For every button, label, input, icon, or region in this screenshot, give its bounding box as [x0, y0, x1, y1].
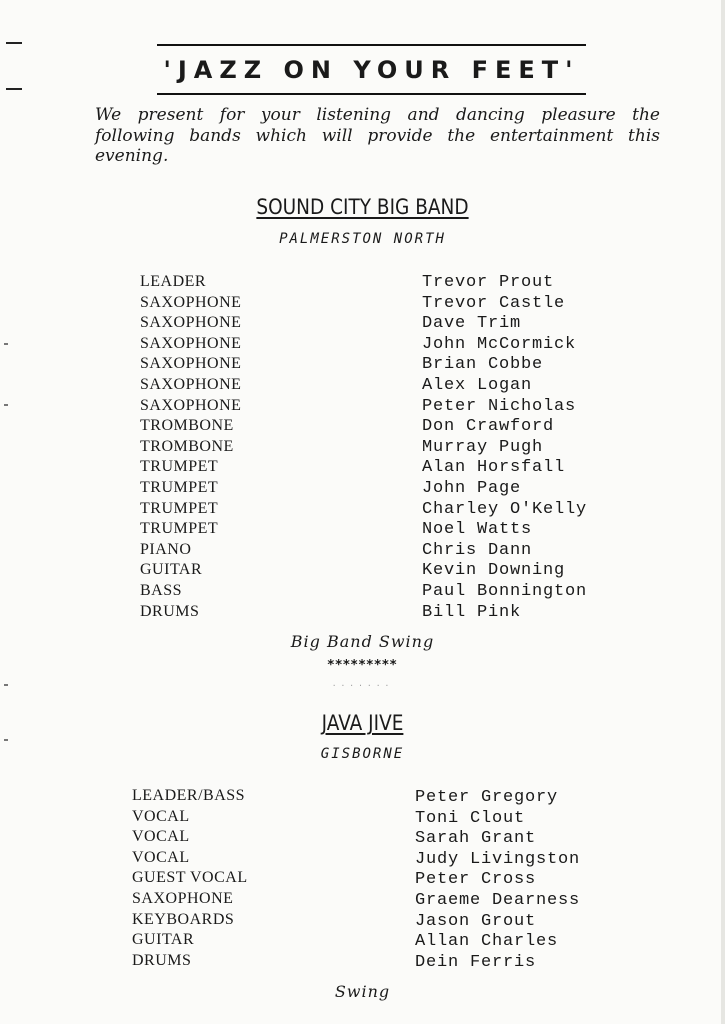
- member-name: Alex Logan: [422, 375, 533, 395]
- punch-mark: [4, 343, 8, 345]
- title-rule-bottom: [157, 93, 586, 95]
- member-name: Dave Trim: [422, 314, 522, 334]
- punch-mark: [4, 404, 8, 406]
- member-name: Sarah Grant: [415, 829, 537, 849]
- band-location: PALMERSTON NORTH: [279, 231, 446, 247]
- band-name: SOUND CITY BIG BAND: [256, 195, 469, 219]
- instrument-label: TROMBONE: [140, 437, 234, 455]
- instrument-label: DRUMS: [140, 602, 200, 620]
- instrument-label: VOCAL: [132, 828, 190, 846]
- instrument-label: LEADER: [140, 273, 207, 290]
- instrument-label: TRUMPET: [140, 458, 219, 476]
- separator-dots: .......: [331, 680, 394, 689]
- margin-mark: [6, 88, 22, 90]
- instrument-column: [140, 272, 241, 622]
- instrument-label: GUITAR: [140, 561, 203, 579]
- member-column: [415, 788, 580, 973]
- member-name: John McCormick: [422, 334, 577, 354]
- instrument-label: BASS: [140, 581, 183, 599]
- member-name: Allan Charles: [415, 932, 559, 952]
- instrument-label: SAXOPHONE: [140, 355, 242, 373]
- member-name: Alan Horsfall: [422, 458, 566, 478]
- separator-stars: *********: [327, 658, 398, 673]
- margin-mark: [6, 42, 22, 44]
- instrument-label: SAXOPHONE: [140, 334, 242, 352]
- member-name: Noel Watts: [422, 520, 533, 540]
- intro-text: We present for your listening and dancing pleasure the following bands which will provide the entertainment this evening.: [95, 105, 660, 166]
- member-name: Jason Grout: [415, 911, 537, 931]
- member-name: Murray Pugh: [422, 437, 544, 457]
- instrument-label: DRUMS: [132, 951, 192, 969]
- member-name: Trevor Castle: [422, 293, 566, 313]
- instrument-column: [132, 786, 248, 971]
- member-name: Paul Bonnington: [422, 581, 588, 601]
- instrument-label: GUEST VOCAL: [132, 869, 248, 887]
- page-edge: [721, 0, 725, 1024]
- instrument-label: TROMBONE: [140, 417, 234, 435]
- member-name: Judy Livingston: [415, 849, 581, 869]
- instrument-label: TRUMPET: [140, 478, 219, 496]
- band-style: Big Band Swing: [290, 632, 435, 651]
- instrument-label: KEYBOARDS: [132, 910, 235, 928]
- member-name: Bill Pink: [422, 602, 522, 622]
- instrument-label: VOCAL: [132, 807, 190, 825]
- member-name: Brian Cobbe: [422, 355, 544, 375]
- member-name: Chris Dann: [422, 540, 533, 560]
- instrument-label: TRUMPET: [140, 499, 219, 517]
- instrument-label: SAXOPHONE: [140, 314, 242, 332]
- member-name: Toni Clout: [415, 808, 526, 828]
- instrument-label: SAXOPHONE: [140, 396, 242, 414]
- instrument-label: SAXOPHONE: [140, 375, 242, 393]
- member-name: John Page: [422, 478, 522, 498]
- instrument-label: GUITAR: [132, 931, 195, 949]
- member-name: Don Crawford: [422, 417, 555, 437]
- page-title: 'JAZZ ON YOUR FEET': [163, 56, 580, 84]
- instrument-label: PIANO: [140, 540, 192, 558]
- instrument-label: SAXOPHONE: [132, 889, 234, 907]
- member-name: Peter Gregory: [415, 788, 559, 807]
- instrument-label: LEADER/BASS: [132, 787, 246, 804]
- band-location: GISBORNE: [320, 746, 405, 762]
- member-name: Peter Cross: [415, 870, 537, 890]
- band-style: Swing: [334, 982, 391, 1001]
- member-name: Peter Nicholas: [422, 396, 577, 416]
- member-column: [422, 273, 587, 623]
- member-name: Trevor Prout: [422, 273, 555, 292]
- member-name: Charley O'Kelly: [422, 499, 588, 519]
- punch-mark: [4, 739, 8, 741]
- instrument-label: SAXOPHONE: [140, 293, 242, 311]
- title-rule-top: [157, 44, 586, 46]
- member-name: Dein Ferris: [415, 952, 537, 972]
- instrument-label: TRUMPET: [140, 520, 219, 538]
- instrument-label: VOCAL: [132, 848, 190, 866]
- band-name: JAVA JIVE: [321, 711, 404, 735]
- member-name: Kevin Downing: [422, 561, 566, 581]
- member-name: Graeme Dearness: [415, 890, 581, 910]
